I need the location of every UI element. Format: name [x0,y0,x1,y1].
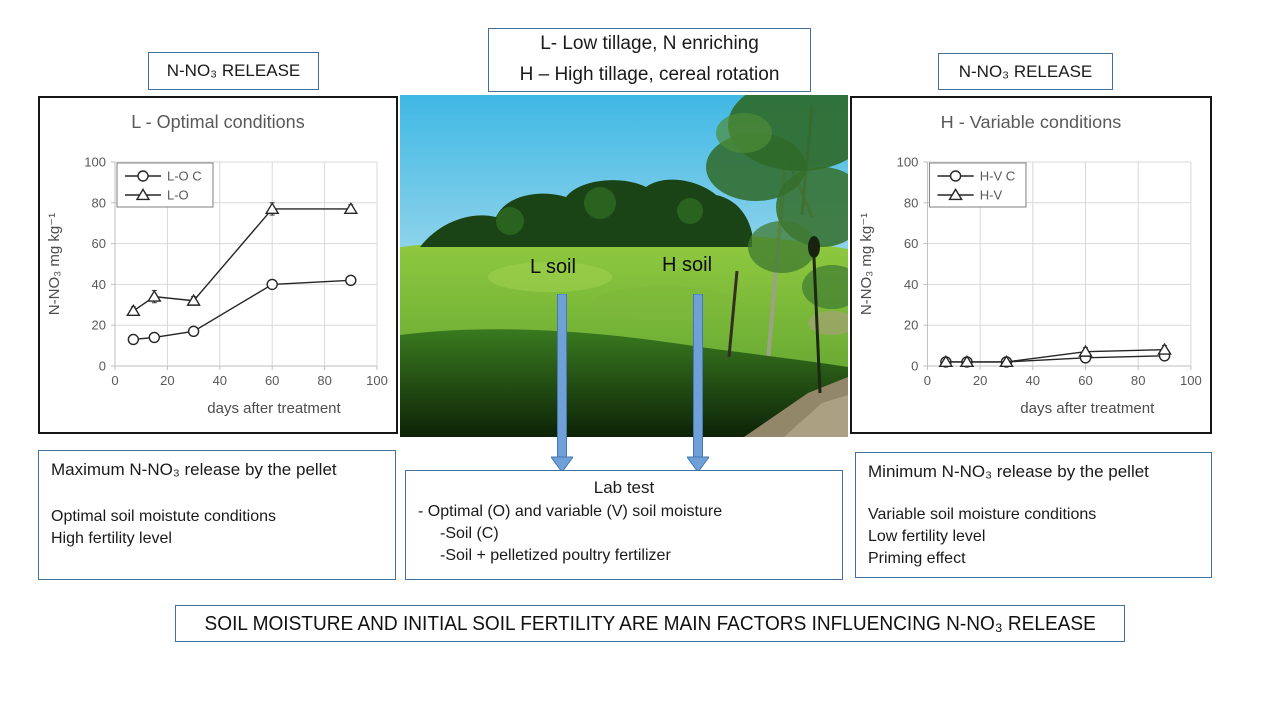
right-release-label: N-NO₃ RELEASE [958,61,1093,81]
right-chart-panel [850,96,1212,434]
svg-text:0: 0 [923,373,932,388]
svg-text:0: 0 [98,358,106,374]
svg-text:80: 80 [91,195,106,211]
svg-text:80: 80 [1130,373,1146,388]
lab-test-box [405,470,843,580]
svg-text:N-NO₃ mg kg⁻¹: N-NO₃ mg kg⁻¹ [46,212,63,316]
svg-text:H-V: H-V [979,187,1003,203]
svg-text:20: 20 [972,373,988,388]
l-soil-arrow [551,294,573,472]
svg-text:60: 60 [91,236,106,252]
svg-text:H - Variable conditions: H - Variable conditions [940,112,1122,132]
svg-text:40: 40 [1025,373,1041,388]
max-release-line: Optimal soil moistute conditions [51,508,276,525]
left-release-label-box [148,52,319,90]
left-chart-panel [38,96,398,434]
lab-test-title: Lab test [593,478,655,497]
min-release-title: Minimum N-NO₃ release by the pellet [868,462,1149,481]
max-release-line: High fertility level [51,530,172,547]
svg-text:L - Optimal conditions: L - Optimal conditions [131,112,305,132]
svg-text:L-O C: L-O C [167,168,202,184]
svg-text:N-NO₃ mg kg⁻¹: N-NO₃ mg kg⁻¹ [858,212,876,316]
svg-text:0: 0 [911,358,919,374]
chart-l-optimal-conditions [40,98,396,432]
tree-highlight [677,198,703,224]
min-release-line: Priming effect [868,550,966,567]
field-photo [400,95,848,437]
key-line-h: H – High tillage, cereal rotation [519,64,780,85]
svg-text:100: 100 [84,154,106,170]
svg-text:H-V C: H-V C [979,168,1016,184]
lab-test-line: - Optimal (O) and variable (V) soil moisture [418,503,723,520]
svg-text:80: 80 [903,195,919,211]
left-release-label: N-NO₃ RELEASE [166,61,301,80]
legend-key-box [488,28,811,92]
right-release-label-box [938,53,1113,90]
svg-text:80: 80 [317,373,332,388]
svg-text:40: 40 [212,373,228,388]
svg-text:20: 20 [160,373,175,388]
svg-text:60: 60 [264,373,280,388]
max-release-box [38,450,396,580]
max-release-title: Maximum N-NO₃ release by the pellet [51,460,337,479]
svg-text:100: 100 [1180,373,1202,388]
h-soil-label: H soil [662,254,713,276]
svg-text:40: 40 [903,276,919,292]
lab-test-line: -Soil + pelletized poultry fertilizer [440,547,671,564]
min-release-line: Variable soil moisture conditions [868,506,1097,523]
grass-patch [593,286,737,320]
min-release-box [855,452,1212,578]
h-soil-arrow [687,294,709,472]
svg-text:days after treatment: days after treatment [1020,400,1155,417]
svg-text:60: 60 [1078,373,1093,388]
svg-text:0: 0 [111,373,119,388]
tree-highlight [496,207,524,235]
lab-test-line: -Soil (C) [440,525,499,542]
svg-text:60: 60 [903,236,919,252]
chart-h-variable-conditions [852,98,1210,432]
conclusion-text: SOIL MOISTURE AND INITIAL SOIL FERTILITY ARE MAIN FACTORS INFLUENCING N-NO₃ RELEASE [204,611,1096,635]
key-line-l: L- Low tillage, N enriching [540,33,759,55]
svg-text:20: 20 [91,317,106,333]
field-photo-illustration [400,95,848,437]
sign [808,236,820,258]
svg-text:days after treatment: days after treatment [207,400,341,417]
svg-text:100: 100 [896,154,919,170]
conclusion-banner [175,605,1125,642]
svg-text:20: 20 [903,317,919,333]
tree-foliage-light [716,113,772,153]
tree-foliage [748,221,816,273]
svg-text:40: 40 [91,276,106,292]
svg-text:L-O: L-O [167,187,189,203]
svg-text:100: 100 [366,373,388,388]
tree-highlight [584,187,616,219]
min-release-line: Low fertility level [868,528,986,545]
l-soil-label: L soil [530,256,576,278]
